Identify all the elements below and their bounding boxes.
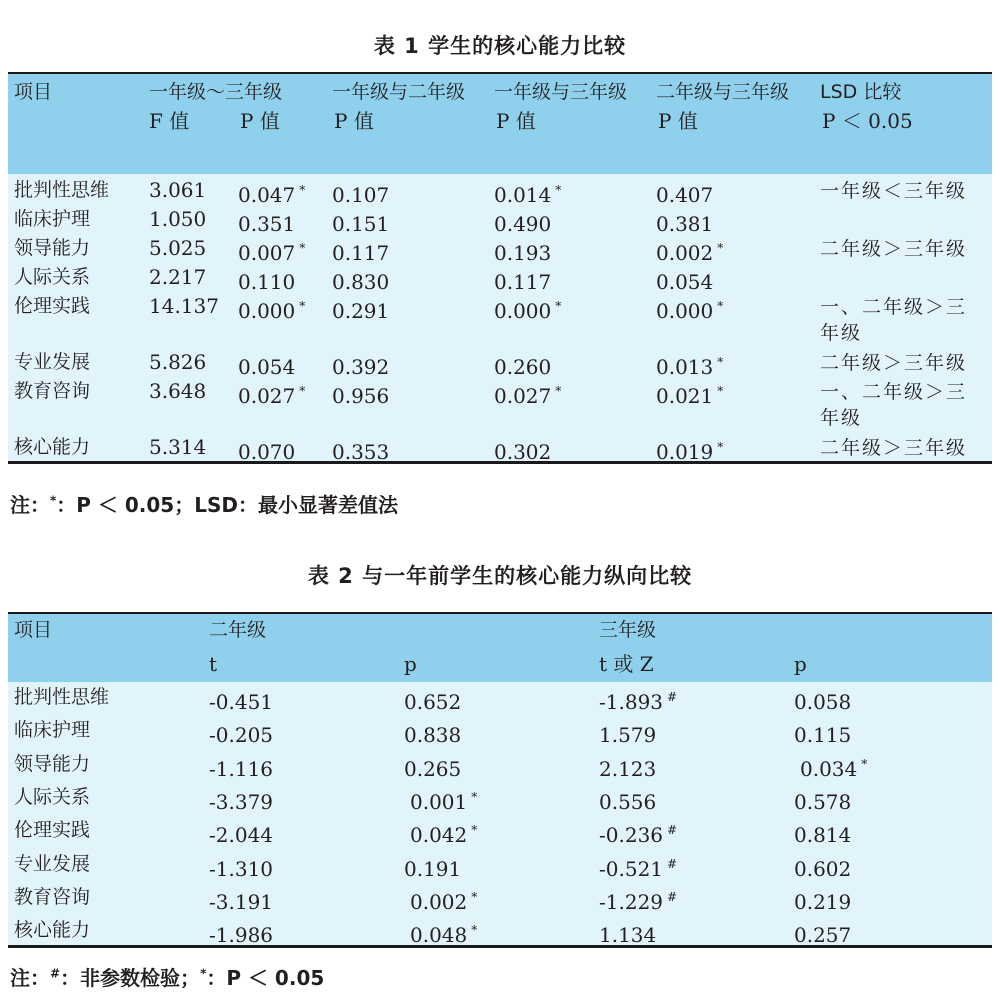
- t1-row-0-p1-mark: *: [299, 183, 306, 197]
- t2-row-2-t3: [599, 752, 660, 781]
- t1-row-6-lsd: [820, 379, 980, 431]
- t1-header-p2: P 值: [334, 109, 374, 133]
- t1-row-7-item: [14, 435, 90, 459]
- t1-header-p4: P 值: [658, 109, 698, 133]
- t1-row-2-item: [14, 236, 90, 260]
- t1-row-5-p3-value: 0.260: [494, 355, 552, 379]
- t2-row-6-item-value: 教育咨询: [14, 885, 91, 908]
- t1-row-7-p4-mark: *: [717, 440, 724, 454]
- t2-row-2-p2-value: 0.265: [404, 756, 462, 781]
- t2-row-4-t3-value: -0.236: [599, 823, 664, 848]
- t2-row-0-t2-value: -0.451: [209, 690, 274, 714]
- t2-row-3-item: [14, 785, 90, 809]
- t1-row-4-p1-value: 0.000: [238, 299, 296, 323]
- t1-row-7-f-value: 5.314: [149, 435, 207, 459]
- t1-row-5-f: [149, 350, 206, 374]
- t2-row-5-t3-mark: #: [667, 856, 678, 871]
- t1-row-3-p3: [494, 265, 555, 294]
- t1-row-1-p1-value: 0.351: [238, 212, 296, 236]
- t1-row-3-p4-value: 0.054: [656, 270, 714, 294]
- t2-row-4-p3: [794, 818, 855, 847]
- t1-row-5-p3: [494, 350, 555, 379]
- t2-row-0-item-value: 批判性思维: [14, 686, 110, 708]
- t1-row-4-p3-value: 0.000: [494, 299, 552, 323]
- t2-header-item: 项目: [14, 619, 53, 641]
- t1-row-6-p3-value: 0.027: [494, 384, 552, 408]
- t1-row-0-p2-value: 0.107: [332, 183, 390, 207]
- t1-row-5-item: [14, 350, 90, 374]
- t2-row-5-p3: [794, 852, 855, 881]
- t2-row-2-t2: [209, 752, 277, 781]
- t1-row-5-f-value: 5.826: [149, 350, 207, 374]
- t1-row-1-p2: [332, 207, 393, 236]
- t2-row-1-item: [14, 718, 90, 742]
- t2-row-3-t2: [209, 785, 277, 814]
- t1-row-0-item: [14, 178, 109, 202]
- t1-header-grade1-2: 一年级与二年级: [332, 81, 466, 103]
- t1-row-5-p2-value: 0.392: [332, 355, 390, 379]
- t1-row-6-item: [14, 379, 90, 403]
- t2-row-7-t3: [599, 918, 660, 947]
- table2-header-band: [8, 612, 992, 682]
- t1-row-4-p2: [332, 294, 393, 323]
- t2-note-text: ：P ＜ 0.05: [206, 966, 325, 990]
- t1-row-3-p3-value: 0.117: [494, 270, 552, 294]
- t1-row-1-p1: [238, 207, 299, 236]
- table1-caption: 表 1 学生的核心能力比较: [373, 34, 627, 58]
- t1-row-3-item-value: 人际关系: [14, 266, 91, 288]
- t2-row-0-t3-value: -1.893: [599, 690, 664, 714]
- t1-row-1-f: [149, 207, 206, 231]
- t2-row-0-p3-value: 0.058: [794, 690, 852, 714]
- t1-row-1-p4-value: 0.381: [656, 212, 714, 236]
- t2-row-3-item-value: 人际关系: [14, 785, 91, 808]
- t1-row-2-p1-mark: *: [299, 241, 306, 255]
- t1-row-3-f-value: 2.217: [149, 265, 207, 289]
- t2-row-2-t2-value: -1.116: [209, 756, 274, 781]
- t2-row-1-p3: [794, 718, 855, 747]
- t1-header-p1: P 值: [240, 109, 280, 133]
- t1-row-6-p3-mark: *: [555, 384, 562, 398]
- t1-row-6-p4-mark: *: [717, 384, 724, 398]
- t1-note-text: ：P ＜ 0.05；LSD：最小显著差值法: [56, 493, 398, 517]
- t1-row-6-f-value: 3.648: [149, 379, 207, 403]
- t2-row-1-item-value: 临床护理: [14, 719, 91, 742]
- t1-row-2-p1-value: 0.007: [238, 241, 296, 265]
- t1-row-1-p4: [656, 207, 717, 236]
- t2-row-7-p2-mark: *: [471, 923, 478, 938]
- t1-row-5-p1: [238, 350, 299, 379]
- t2-row-5-p3-value: 0.602: [794, 856, 852, 881]
- t2-header-grade3: 三年级: [599, 619, 657, 641]
- t2-row-7-t2-value: -1.986: [209, 923, 274, 948]
- t2-row-4-t2-value: -2.044: [209, 823, 274, 848]
- t1-row-5-p4-value: 0.013: [656, 355, 714, 379]
- t1-row-7-p1-value: 0.070: [238, 440, 296, 464]
- t1-row-4-p4: [656, 294, 723, 323]
- table1: [8, 72, 992, 464]
- t2-row-6-p2-mark: *: [471, 889, 478, 904]
- t1-header-grade2-3: 二年级与三年级: [656, 81, 790, 103]
- t2-row-3-p2-mark: *: [471, 789, 478, 804]
- t2-row-4-p2: [410, 818, 477, 847]
- t2-row-3-p3-value: 0.578: [794, 789, 852, 814]
- t2-row-0-t2: [209, 685, 277, 714]
- t1-row-4-f: [149, 294, 219, 318]
- t1-row-2-p1: [238, 236, 305, 265]
- t1-row-2-p4-value: 0.002: [656, 241, 714, 265]
- t1-row-4-item-value: 伦理实践: [14, 295, 91, 317]
- t1-row-1-p3-value: 0.490: [494, 212, 552, 236]
- table2-top-rule: [8, 612, 992, 614]
- t1-note-prefix: 注：: [10, 493, 50, 517]
- t1-row-3-f: [149, 265, 206, 289]
- table2-caption: 表 2 与一年前学生的核心能力纵向比较: [307, 564, 693, 588]
- t2-row-2-p2: [404, 752, 465, 781]
- t1-row-2-lsd: [820, 236, 980, 262]
- t1-row-2-item-value: 领导能力: [14, 237, 91, 259]
- t2-row-6-p2: [410, 885, 477, 914]
- t2-row-6-p3: [794, 885, 855, 914]
- t1-header-lsd: LSD 比较: [820, 81, 902, 103]
- t1-row-0-f: [149, 178, 206, 202]
- t2-row-7-p2-value: 0.048: [410, 923, 468, 948]
- t1-row-4-p1-mark: *: [299, 299, 306, 313]
- t2-row-0-p2-value: 0.652: [404, 690, 462, 714]
- t1-row-3-item: [14, 265, 90, 289]
- t1-row-2-p3-value: 0.193: [494, 241, 552, 265]
- t1-row-4-f-value: 14.137: [149, 294, 219, 318]
- t1-row-7-lsd: [820, 435, 980, 461]
- t1-row-0-p3-mark: *: [555, 183, 562, 197]
- t2-row-7-item-value: 核心能力: [14, 919, 91, 942]
- t1-row-0-p4: [656, 178, 717, 207]
- t1-row-7-p3: [494, 435, 555, 464]
- t2-row-6-t2: [209, 885, 277, 914]
- t2-row-6-t2-value: -3.191: [209, 889, 274, 914]
- t2-row-7-p2: [410, 918, 477, 947]
- t2-row-5-t3-value: -0.521: [599, 856, 664, 881]
- t1-row-2-p4-mark: *: [717, 241, 724, 255]
- t2-row-6-p3-value: 0.219: [794, 889, 852, 914]
- t1-row-1-p2-value: 0.151: [332, 212, 390, 236]
- t1-row-5-item-value: 专业发展: [14, 351, 91, 373]
- t2-row-6-p2-value: 0.002: [410, 889, 468, 914]
- t2-row-3-t3-value: 0.556: [599, 789, 657, 814]
- t2-row-4-p2-value: 0.042: [410, 823, 468, 848]
- t1-row-6-p1-mark: *: [299, 384, 306, 398]
- t2-row-3-p3: [794, 785, 855, 814]
- t1-row-3-p4: [656, 265, 717, 294]
- t2-row-2-p3: [800, 752, 867, 781]
- t1-row-0-p3-value: 0.014: [494, 183, 552, 207]
- t1-row-0-lsd-value: 一年级＜三年级: [820, 180, 968, 202]
- t1-row-7-p1: [238, 435, 299, 464]
- t1-row-7-p4-value: 0.019: [656, 440, 714, 464]
- t1-row-6-p1-value: 0.027: [238, 384, 296, 408]
- t2-note-star: *: [200, 966, 207, 981]
- t1-row-4-p3-mark: *: [555, 299, 562, 313]
- t1-header-lsd-threshold: P ＜ 0.05: [822, 109, 913, 133]
- t2-row-6-t3-value: -1.229: [599, 889, 664, 914]
- t1-row-2-f-value: 5.025: [149, 236, 207, 260]
- t2-row-5-item-value: 专业发展: [14, 852, 91, 875]
- t1-row-6-lsd-value: 一、二年级＞三年级: [820, 381, 968, 429]
- t2-row-0-t3-mark: #: [667, 690, 678, 704]
- t2-header-grade2: 二年级: [209, 619, 267, 641]
- t2-row-7-p3: [794, 918, 855, 947]
- t1-row-2-p2: [332, 236, 393, 265]
- t2-row-1-p2-value: 0.838: [404, 723, 462, 748]
- t2-row-4-t3: [599, 818, 677, 847]
- t1-row-5-lsd: [820, 350, 980, 376]
- t1-row-3-p1-value: 0.110: [238, 270, 296, 294]
- t1-row-4-p4-mark: *: [717, 299, 724, 313]
- t1-row-7-lsd-value: 二年级＞三年级: [820, 437, 968, 459]
- t2-row-6-t3-mark: #: [667, 889, 678, 904]
- table2: [8, 612, 992, 948]
- t2-row-7-t3-value: 1.134: [599, 923, 657, 948]
- t1-row-0-p4-value: 0.407: [656, 183, 714, 207]
- t1-row-5-lsd-value: 二年级＞三年级: [820, 352, 968, 374]
- t1-row-6-p2: [332, 379, 393, 408]
- t1-row-3-p2-value: 0.830: [332, 270, 390, 294]
- t1-row-0-p1-value: 0.047: [238, 183, 296, 207]
- t1-row-6-p3: [494, 379, 561, 408]
- t2-row-1-p2: [404, 718, 465, 747]
- t1-row-4-lsd-value: 一、二年级＞三年级: [820, 296, 968, 344]
- t2-note-hash: #: [50, 966, 61, 981]
- t2-row-5-t2: [209, 852, 277, 881]
- t1-row-6-p1: [238, 379, 305, 408]
- t2-row-4-item: [14, 818, 90, 842]
- t2-row-3-p2: [410, 785, 477, 814]
- t1-row-0-f-value: 3.061: [149, 178, 207, 202]
- table2-note: [10, 962, 324, 991]
- t1-row-1-f-value: 1.050: [149, 207, 207, 231]
- t2-row-4-p3-value: 0.814: [794, 823, 852, 848]
- t2-row-0-item: [14, 685, 109, 709]
- t2-row-7-p3-value: 0.257: [794, 923, 852, 948]
- t1-row-2-p2-value: 0.117: [332, 241, 390, 265]
- t2-row-2-t3-value: 2.123: [599, 756, 657, 781]
- t1-row-4-p3: [494, 294, 561, 323]
- t2-header-t-or-z: t 或 Z: [599, 652, 654, 676]
- t2-row-4-t3-mark: #: [667, 823, 678, 838]
- t2-row-2-p3-value: 0.034: [800, 756, 858, 781]
- t1-row-4-p2-value: 0.291: [332, 299, 390, 323]
- t1-row-4-p1: [238, 294, 305, 323]
- t1-row-1-item: [14, 207, 90, 231]
- t2-row-4-item-value: 伦理实践: [14, 819, 91, 842]
- t2-row-5-p2-value: 0.191: [404, 856, 462, 881]
- t1-row-7-p2-value: 0.353: [332, 440, 390, 464]
- t1-row-4-lsd: [820, 294, 980, 346]
- t2-row-1-t2-value: -0.205: [209, 723, 274, 748]
- t2-row-3-t3: [599, 785, 660, 814]
- t2-row-7-t2: [209, 918, 277, 947]
- t1-header-p3: P 值: [496, 109, 536, 133]
- t1-row-3-p2: [332, 265, 393, 294]
- t1-row-7-item-value: 核心能力: [14, 436, 91, 458]
- t1-row-0-p1: [238, 178, 305, 207]
- t2-row-2-item: [14, 752, 90, 776]
- t1-row-4-p4-value: 0.000: [656, 299, 714, 323]
- t1-row-0-lsd: [820, 178, 980, 204]
- t2-row-5-item: [14, 852, 90, 876]
- t1-row-6-p4-value: 0.021: [656, 384, 714, 408]
- t2-row-5-t2-value: -1.310: [209, 856, 274, 881]
- t2-row-0-p3: [794, 685, 855, 714]
- t2-row-5-p2: [404, 852, 465, 881]
- t2-note-prefix: 注：: [10, 966, 50, 990]
- t1-header-f: F 值: [149, 109, 190, 133]
- t2-row-2-p3-mark: *: [861, 756, 868, 771]
- t1-header-grade1-3: 一年级～三年级: [149, 81, 283, 103]
- t1-row-7-p2: [332, 435, 393, 464]
- t2-row-4-p2-mark: *: [471, 823, 478, 838]
- t2-row-1-t3: [599, 718, 660, 747]
- t1-row-5-p4: [656, 350, 723, 379]
- t2-row-4-t2: [209, 818, 277, 847]
- t1-note-star: *: [50, 493, 57, 508]
- t2-row-1-t2: [209, 718, 277, 747]
- t1-header-grade1-vs-3: 一年级与三年级: [494, 81, 628, 103]
- t2-row-7-item: [14, 918, 90, 942]
- t1-row-2-lsd-value: 二年级＞三年级: [820, 238, 968, 260]
- t1-row-1-p3: [494, 207, 555, 236]
- t1-row-2-p4: [656, 236, 723, 265]
- t1-header-item: 项目: [14, 81, 53, 103]
- t1-row-7-p4: [656, 435, 723, 464]
- t1-row-0-p2: [332, 178, 393, 207]
- t2-row-0-t3: [599, 685, 677, 714]
- t1-row-5-p1-value: 0.054: [238, 355, 296, 379]
- t2-header-p3: p: [794, 652, 807, 676]
- t1-row-6-f: [149, 379, 206, 403]
- table1-top-rule: [8, 72, 992, 74]
- t2-row-0-p2: [404, 685, 465, 714]
- t2-row-5-t3: [599, 852, 677, 881]
- t1-row-0-item-value: 批判性思维: [14, 179, 110, 201]
- t1-row-1-item-value: 临床护理: [14, 208, 91, 230]
- t2-row-6-t3: [599, 885, 677, 914]
- t2-header-t: t: [209, 652, 218, 676]
- t1-row-6-p4: [656, 379, 723, 408]
- t1-row-2-f: [149, 236, 206, 260]
- t2-header-p: p: [404, 652, 417, 676]
- t2-row-1-t3-value: 1.579: [599, 723, 657, 748]
- t1-row-7-p3-value: 0.302: [494, 440, 552, 464]
- t1-row-6-p2-value: 0.956: [332, 384, 390, 408]
- t1-row-6-item-value: 教育咨询: [14, 380, 91, 402]
- t1-row-3-p1: [238, 265, 299, 294]
- t1-row-2-p3: [494, 236, 555, 265]
- t2-note-mid: ：非参数检验；: [60, 966, 201, 990]
- t2-row-1-p3-value: 0.115: [794, 723, 852, 748]
- t2-row-6-item: [14, 885, 90, 909]
- t1-row-0-p3: [494, 178, 561, 207]
- t1-row-5-p2: [332, 350, 393, 379]
- t1-row-5-p4-mark: *: [717, 355, 724, 369]
- table1-note: [10, 489, 398, 518]
- t1-row-7-f: [149, 435, 206, 459]
- t2-row-2-item-value: 领导能力: [14, 752, 91, 775]
- t2-row-3-t2-value: -3.379: [209, 789, 274, 814]
- t1-row-4-item: [14, 294, 90, 318]
- t2-row-3-p2-value: 0.001: [410, 789, 468, 814]
